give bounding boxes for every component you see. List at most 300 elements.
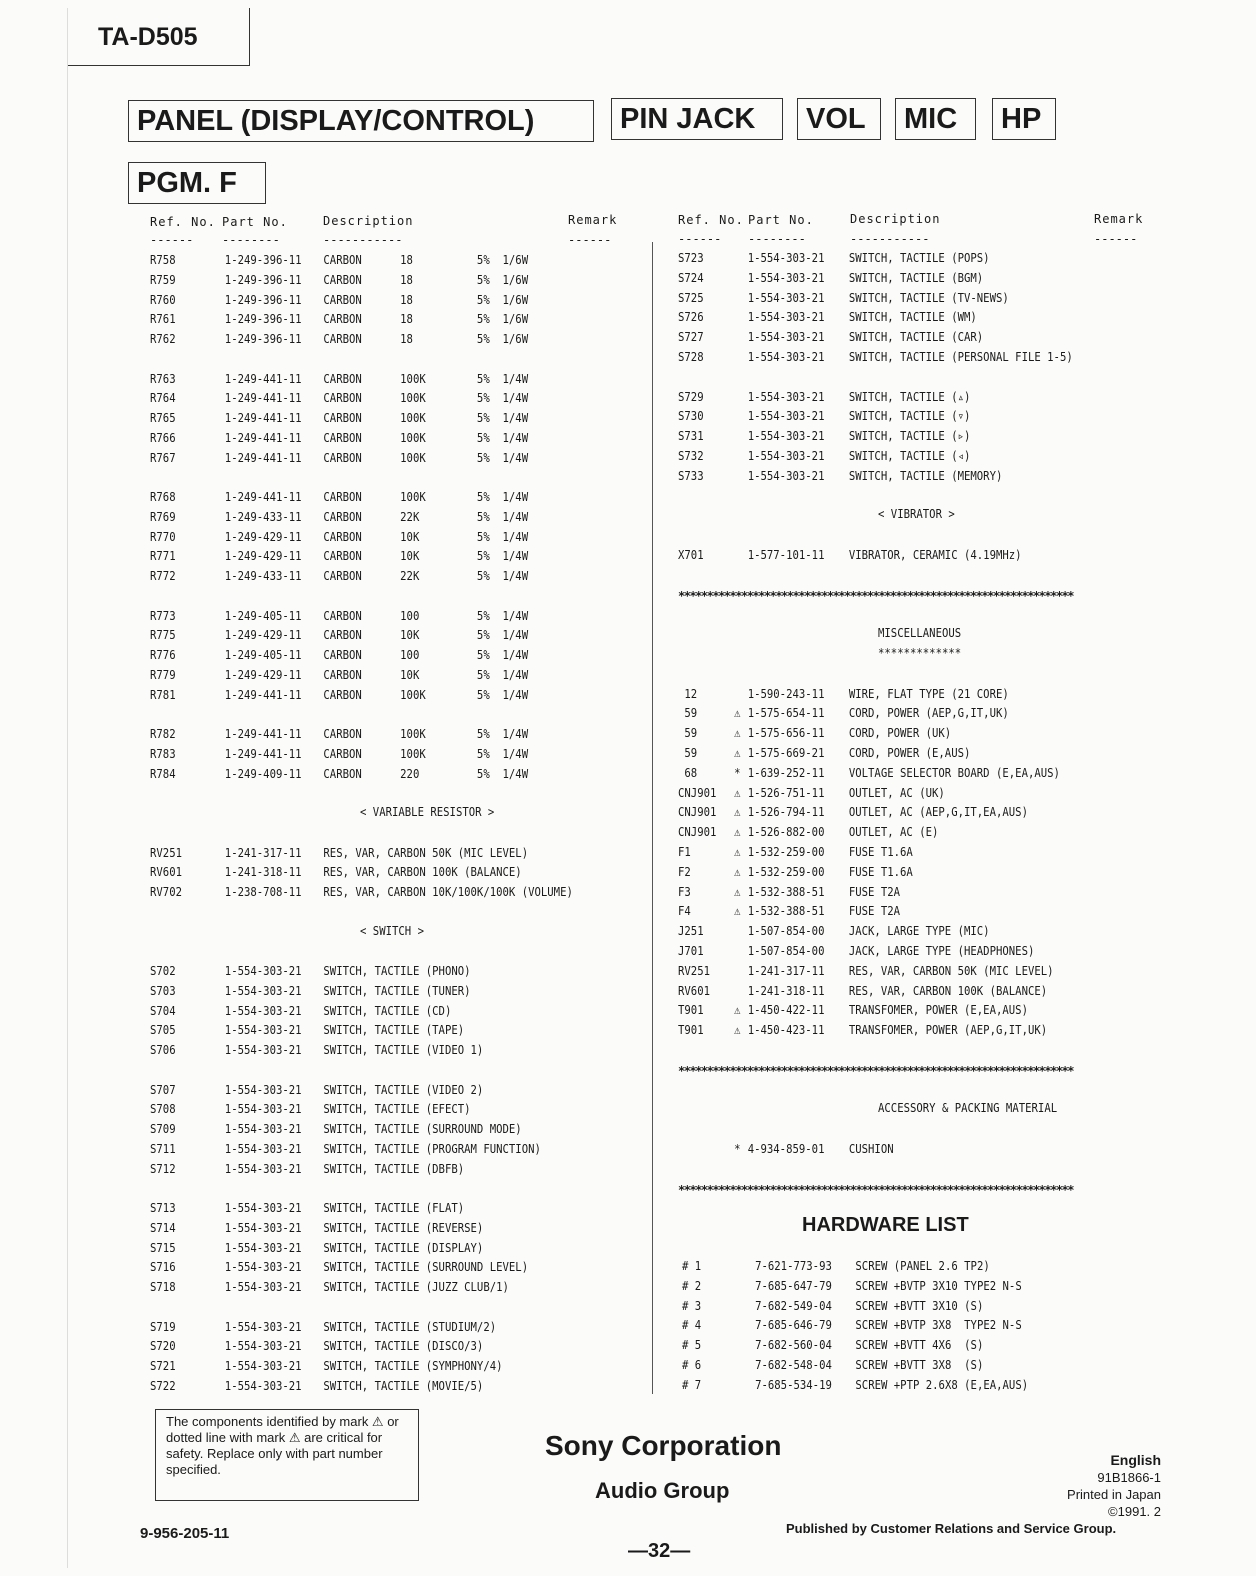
part-no: 7-685-647-79: [755, 1277, 832, 1293]
description: CARBON 10K 5% 1/4W: [323, 627, 529, 643]
part-no: 1-554-303-21: [224, 1279, 302, 1294]
ref-no: S713: [150, 1200, 176, 1215]
part-row: [150, 1357, 660, 1375]
header-ref: Ref. No.: [678, 213, 744, 227]
part-row: [150, 1100, 660, 1118]
description: SWITCH, TACTILE (JUZZ CLUB/1): [323, 1279, 509, 1294]
title-panel: PANEL (DISPLAY/CONTROL): [128, 100, 594, 142]
part-no: 1-577-101-11: [747, 547, 825, 562]
description: SWITCH, TACTILE (CD): [323, 1002, 452, 1018]
ref-no: # 6: [682, 1357, 702, 1372]
part-row: [150, 1337, 660, 1355]
description: RES, VAR, CARBON 100K (BALANCE): [848, 982, 1048, 998]
part-row: [678, 249, 1188, 267]
part-no: 1-554-303-21: [224, 1200, 302, 1215]
header-rule: -----------: [323, 233, 403, 247]
description: SWITCH, TACTILE (DBFB): [323, 1160, 465, 1176]
part-row: [678, 328, 1188, 346]
ref-no: # 1: [682, 1258, 702, 1273]
safety-mark: ⚠: [734, 725, 741, 741]
part-row: [150, 1021, 660, 1039]
header-remark: Remark: [1094, 212, 1144, 226]
description: FUSE T2A: [848, 903, 901, 919]
ref-no: # 5: [682, 1337, 702, 1353]
manual-code: 91B1866-1: [1097, 1470, 1161, 1485]
part-no: 1-554-303-21: [224, 1160, 302, 1176]
ref-no: S733: [678, 467, 704, 483]
part-row: [150, 1140, 660, 1158]
ref-no: R764: [150, 390, 176, 406]
part-no: 1-590-243-11: [747, 685, 825, 701]
part-no: 1-554-303-21: [224, 1358, 302, 1373]
part-no: 1-249-409-11: [224, 765, 302, 781]
description: SCREW +BVTT 3X10 (S): [855, 1297, 984, 1313]
ref-no: R766: [150, 429, 176, 445]
ref-no: S724: [678, 269, 704, 285]
part-row: [150, 547, 660, 565]
part-no: 1-575-654-11: [747, 705, 825, 721]
part-row: [678, 982, 1188, 1000]
ref-no: S730: [678, 408, 704, 424]
part-no: 1-554-303-21: [747, 349, 825, 364]
ref-no: S721: [150, 1358, 176, 1373]
description: SWITCH, TACTILE (◃): [848, 448, 971, 463]
ref-no: 59: [678, 725, 698, 741]
printed-in: Printed in Japan: [1067, 1487, 1161, 1502]
description: OUTLET, AC (E): [848, 824, 939, 840]
ref-no: R768: [150, 489, 176, 504]
publication-info: [1067, 1452, 1161, 1520]
part-no: 1-554-303-21: [747, 289, 825, 305]
ref-no: 12: [678, 685, 698, 701]
description: CARBON 18 5% 1/6W: [323, 311, 529, 327]
part-no: 1-526-794-11: [747, 804, 825, 820]
ref-no: RV251: [150, 844, 182, 860]
ref-no: R758: [150, 252, 176, 267]
part-row: [678, 407, 1188, 425]
part-row: [150, 330, 660, 348]
description: SCREW +PTP 2.6X8 (E,EA,AUS): [855, 1376, 1029, 1392]
part-row: [150, 1120, 660, 1138]
description: WIRE, FLAT TYPE (21 CORE): [848, 685, 1009, 701]
part-no: 1-249-396-11: [224, 291, 302, 307]
part-no: 1-554-303-21: [224, 1219, 302, 1235]
description: SWITCH, TACTILE (DISPLAY): [323, 1239, 484, 1255]
part-no: 1-249-429-11: [224, 666, 302, 682]
ref-no: S732: [678, 448, 704, 463]
ref-no: R769: [150, 508, 176, 524]
part-row: [678, 1140, 1188, 1158]
page-number: —32—: [628, 1540, 691, 1562]
part-row: [150, 1199, 660, 1217]
safety-mark: ⚠: [734, 903, 741, 919]
part-no: 1-526-882-00: [747, 824, 825, 840]
description: SWITCH, TACTILE (DISCO/3): [323, 1338, 484, 1354]
part-no: 1-639-252-11: [747, 764, 825, 780]
ref-no: S726: [678, 309, 704, 325]
part-no: 1-241-318-11: [747, 982, 825, 998]
ref-no: S715: [150, 1239, 176, 1255]
ref-no: 68: [678, 764, 698, 780]
ref-no: R767: [150, 449, 176, 465]
description: SCREW +BVTT 4X6 (S): [855, 1337, 984, 1353]
part-no: 1-249-429-11: [224, 627, 302, 643]
description: SWITCH, TACTILE (VIDEO 2): [323, 1081, 484, 1097]
ref-no: 59: [678, 745, 698, 760]
part-no: 1-554-303-21: [224, 1377, 302, 1393]
part-row: [678, 942, 1188, 960]
ref-no: S714: [150, 1219, 176, 1235]
part-row: [150, 1318, 660, 1336]
part-row: [150, 389, 660, 407]
description: CARBON 100K 5% 1/4W: [323, 745, 529, 761]
part-row: [678, 685, 1188, 703]
description: VIBRATOR, CERAMIC (4.19MHz): [848, 547, 1022, 562]
header-rule: ------: [1094, 232, 1138, 246]
part-no: 1-554-303-21: [224, 1042, 302, 1057]
part-row: [150, 1002, 660, 1020]
description: SWITCH, TACTILE (SYMPHONY/4): [323, 1358, 503, 1373]
safety-mark: ⚠: [734, 1022, 741, 1038]
ref-no: S727: [678, 329, 704, 345]
description: JACK, LARGE TYPE (MIC): [848, 923, 990, 939]
ref-no: F3: [678, 883, 691, 899]
description: SWITCH, TACTILE (PROGRAM FUNCTION): [323, 1140, 541, 1156]
ref-no: S719: [150, 1318, 176, 1334]
section-heading: < VARIABLE RESISTOR >: [360, 804, 495, 819]
description: SWITCH, TACTILE (CAR): [848, 329, 984, 345]
part-row: [678, 883, 1188, 901]
part-no: 1-241-317-11: [747, 962, 825, 978]
ref-no: CNJ901: [678, 784, 717, 800]
part-no: 1-249-441-11: [224, 686, 302, 702]
description: SWITCH, TACTILE (▹): [848, 428, 971, 444]
description: RES, VAR, CARBON 10K/100K/100K (VOLUME): [323, 884, 573, 899]
safety-mark: ⚠: [734, 863, 741, 879]
part-no: 1-249-441-11: [224, 410, 302, 425]
description: CARBON 100K 5% 1/4W: [323, 429, 529, 445]
ref-no: S725: [678, 289, 704, 305]
header-desc: Description: [850, 212, 941, 226]
part-no: 7-621-773-93: [755, 1258, 832, 1273]
part-row: [150, 844, 660, 862]
description: SWITCH, TACTILE (MOVIE/5): [323, 1377, 484, 1393]
description: SWITCH, TACTILE (TV-NEWS): [848, 289, 1009, 305]
description: SWITCH, TACTILE (STUDIUM/2): [323, 1318, 497, 1334]
description: TRANSFOMER, POWER (E,EA,AUS): [848, 1002, 1028, 1018]
part-no: 1-507-854-00: [747, 923, 825, 939]
part-no: 1-238-708-11: [224, 884, 302, 899]
description: SCREW +BVTT 3X8 (S): [855, 1357, 984, 1372]
ref-no: R783: [150, 745, 176, 761]
part-row: [682, 1277, 1192, 1295]
part-no: 1-554-303-21: [747, 448, 825, 463]
part-row: [150, 1377, 660, 1395]
ref-no: S731: [678, 428, 704, 444]
part-no: 1-249-441-11: [224, 449, 302, 465]
description: CARBON 100 5% 1/4W: [323, 647, 529, 662]
part-no: 1-249-405-11: [224, 647, 302, 662]
part-row: [150, 883, 660, 901]
part-row: [150, 765, 660, 783]
part-row: [678, 823, 1188, 841]
description: CARBON 10K 5% 1/4W: [323, 548, 529, 564]
part-no: 1-554-303-21: [224, 1002, 302, 1018]
part-no: 1-526-751-11: [747, 784, 825, 800]
part-row: [678, 269, 1188, 287]
ref-no: # 7: [682, 1376, 702, 1392]
ref-no: RV251: [678, 962, 710, 978]
description: OUTLET, AC (UK): [848, 784, 945, 800]
part-row: [150, 291, 660, 309]
description: SWITCH, TACTILE (▵): [848, 388, 971, 404]
part-row: [678, 308, 1188, 326]
part-no: 1-554-303-21: [224, 1259, 302, 1275]
part-no: 1-249-433-11: [224, 568, 302, 583]
title-pgm: PGM. F: [128, 162, 266, 204]
section-heading: < VIBRATOR >: [878, 506, 955, 522]
description: CARBON 18 5% 1/6W: [323, 331, 529, 346]
description: SWITCH, TACTILE (MEMORY): [848, 467, 1003, 483]
description: CARBON 100K 5% 1/4W: [323, 410, 529, 425]
description: CARBON 22K 5% 1/4W: [323, 568, 529, 583]
part-row: [150, 666, 660, 684]
ref-no: R776: [150, 647, 176, 662]
part-no: 1-554-303-21: [224, 1318, 302, 1334]
part-row: [682, 1336, 1192, 1354]
part-no: 1-554-303-21: [224, 1140, 302, 1156]
part-row: [150, 982, 660, 1000]
part-row: [150, 607, 660, 625]
ref-no: 59: [678, 705, 698, 721]
ref-no: CNJ901: [678, 804, 717, 820]
part-row: [682, 1376, 1192, 1394]
ref-no: R759: [150, 271, 176, 287]
header-ref: Ref. No.: [150, 215, 216, 229]
part-no: 4-934-859-01: [747, 1141, 825, 1156]
description: SCREW (PANEL 2.6 TP2): [855, 1258, 990, 1273]
part-row: [150, 528, 660, 546]
ref-no: RV601: [150, 864, 182, 880]
ref-no: R762: [150, 331, 176, 346]
part-row: [678, 764, 1188, 782]
part-no: 7-682-548-04: [755, 1357, 832, 1372]
title-hp: HP: [992, 98, 1056, 140]
part-no: 1-532-388-51: [747, 903, 825, 919]
part-no: 1-554-303-21: [224, 1239, 302, 1255]
ref-no: T901: [678, 1022, 704, 1038]
part-row: [150, 1239, 660, 1257]
safety-mark: ⚠: [734, 784, 741, 800]
safety-mark: ⚠: [734, 745, 741, 760]
description: JACK, LARGE TYPE (HEADPHONES): [848, 943, 1035, 958]
part-row: [678, 427, 1188, 445]
header-rule: ------: [568, 233, 612, 247]
ref-no: S718: [150, 1279, 176, 1294]
part-row: [678, 388, 1188, 406]
ref-no: S703: [150, 982, 176, 998]
part-no: 1-554-303-21: [224, 1338, 302, 1354]
header-part: Part No.: [222, 215, 288, 229]
description: VOLTAGE SELECTOR BOARD (E,EA,AUS): [848, 764, 1060, 780]
part-row: [150, 1160, 660, 1178]
part-row: [150, 626, 660, 644]
description: CORD, POWER (AEP,G,IT,UK): [848, 705, 1009, 721]
part-no: 1-554-303-21: [747, 250, 825, 265]
title-pin-jack: PIN JACK: [611, 98, 783, 140]
ref-no: S728: [678, 349, 704, 364]
published-by: Published by Customer Relations and Service Group.: [786, 1521, 1117, 1536]
part-no: 1-554-303-21: [747, 467, 825, 483]
part-row: [150, 725, 660, 743]
description: TRANSFOMER, POWER (AEP,G,IT,UK): [848, 1022, 1048, 1038]
part-row: [150, 1219, 660, 1237]
part-row: [150, 686, 660, 704]
ref-no: S709: [150, 1121, 176, 1136]
description: FUSE T1.6A: [848, 844, 913, 859]
section-heading: MISCELLANEOUS: [878, 625, 962, 641]
part-row: [150, 1258, 660, 1276]
part-row: [682, 1257, 1192, 1275]
part-row: [150, 488, 660, 506]
ref-no: R763: [150, 370, 176, 386]
part-row: [150, 567, 660, 585]
ref-no: R782: [150, 726, 176, 741]
part-no: 1-532-259-00: [747, 844, 825, 859]
part-row: [678, 962, 1188, 980]
document-number: 9-956-205-11: [140, 1525, 230, 1542]
description: FUSE T1.6A: [848, 863, 913, 879]
part-no: 1-554-303-21: [747, 269, 825, 285]
separator-stars: *********************************************************************: [678, 588, 1073, 603]
ref-no: R784: [150, 765, 176, 781]
model-tab: TA-D505: [68, 8, 250, 66]
ref-no: R779: [150, 666, 176, 682]
ref-no: T901: [678, 1002, 704, 1018]
ref-no: S704: [150, 1002, 176, 1018]
description: SWITCH, TACTILE (TUNER): [323, 982, 471, 998]
part-row: [150, 429, 660, 447]
part-row: [678, 843, 1188, 861]
part-no: 1-241-317-11: [224, 844, 302, 860]
ref-no: # 3: [682, 1297, 702, 1313]
part-no: 1-575-656-11: [747, 725, 825, 741]
description: CARBON 18 5% 1/6W: [323, 252, 529, 267]
part-row: [150, 310, 660, 328]
safety-mark: *: [734, 1141, 741, 1156]
ref-no: F4: [678, 903, 691, 919]
part-no: 1-532-388-51: [747, 883, 825, 899]
title-vol: VOL: [797, 98, 881, 140]
part-no: 1-249-405-11: [224, 607, 302, 623]
description: SWITCH, TACTILE (WM): [848, 309, 977, 325]
safety-mark: ⚠: [734, 824, 741, 840]
part-row: [678, 467, 1188, 485]
part-row: [150, 1278, 660, 1296]
ref-no: # 4: [682, 1317, 702, 1333]
ref-no: S705: [150, 1022, 176, 1038]
part-no: 1-554-303-21: [747, 309, 825, 325]
part-row: [678, 744, 1188, 762]
header-rule: --------: [748, 232, 806, 246]
safety-notice: The components identified by mark ⚠ or dotted line with mark ⚠ are critical for safety. Replace only with part number specified.: [155, 1409, 419, 1501]
ref-no: # 2: [682, 1277, 702, 1293]
header-rule: -----------: [850, 232, 930, 246]
description: CARBON 100K 5% 1/4W: [323, 726, 529, 741]
ref-no: S702: [150, 963, 176, 978]
part-row: [678, 289, 1188, 307]
ref-no: J251: [678, 923, 704, 939]
ref-no: S708: [150, 1101, 176, 1117]
ref-no: S706: [150, 1042, 176, 1057]
description: RES, VAR, CARBON 100K (BALANCE): [323, 864, 522, 880]
description: CARBON 100K 5% 1/4W: [323, 370, 529, 386]
header-remark: Remark: [568, 213, 618, 227]
part-no: 1-575-669-21: [747, 745, 825, 760]
part-row: [150, 1081, 660, 1099]
part-row: [150, 745, 660, 763]
part-no: 1-554-303-21: [747, 408, 825, 424]
ref-no: RV601: [678, 982, 710, 998]
part-no: 1-249-433-11: [224, 508, 302, 524]
part-no: 1-249-396-11: [224, 331, 302, 346]
ref-no: X701: [678, 547, 704, 562]
part-row: [678, 803, 1188, 821]
part-no: 1-450-423-11: [747, 1022, 825, 1038]
part-row: [150, 271, 660, 289]
part-no: 1-241-318-11: [224, 864, 302, 880]
part-row: [150, 370, 660, 388]
ref-no: R760: [150, 291, 176, 307]
description: OUTLET, AC (AEP,G,IT,EA,AUS): [848, 804, 1028, 820]
part-no: 1-554-303-21: [747, 428, 825, 444]
part-no: 1-249-441-11: [224, 489, 302, 504]
safety-mark: ⚠: [734, 705, 741, 721]
part-no: 1-554-303-21: [747, 388, 825, 404]
title-mic: MIC: [895, 98, 976, 140]
ref-no: R772: [150, 568, 176, 583]
safety-mark: *: [734, 764, 741, 780]
part-row: [678, 784, 1188, 802]
part-row: [678, 447, 1188, 465]
description: RES, VAR, CARBON 50K (MIC LEVEL): [323, 844, 529, 860]
language: English: [1110, 1452, 1161, 1468]
description: FUSE T2A: [848, 883, 901, 899]
part-no: 1-554-303-21: [224, 982, 302, 998]
part-no: 1-249-441-11: [224, 726, 302, 741]
ref-no: S722: [150, 1377, 176, 1393]
page-edge: [67, 8, 68, 1568]
description: SWITCH, TACTILE (TAPE): [323, 1022, 465, 1038]
ref-no: S707: [150, 1081, 176, 1097]
description: CORD, POWER (E,AUS): [848, 745, 971, 760]
description: CARBON 22K 5% 1/4W: [323, 508, 529, 524]
description: CORD, POWER (UK): [848, 725, 952, 741]
description: SWITCH, TACTILE (▿): [848, 408, 971, 424]
description: CARBON 10K 5% 1/4W: [323, 666, 529, 682]
part-no: 1-249-441-11: [224, 390, 302, 406]
part-row: [678, 1001, 1188, 1019]
part-no: 1-554-303-21: [224, 1121, 302, 1136]
ref-no: CNJ901: [678, 824, 717, 840]
header-part: Part No.: [748, 213, 814, 227]
ref-no: S729: [678, 388, 704, 404]
part-no: 1-249-429-11: [224, 548, 302, 564]
part-no: 1-249-441-11: [224, 429, 302, 445]
description: SWITCH, TACTILE (EFECT): [323, 1101, 471, 1117]
description: CARBON 18 5% 1/6W: [323, 291, 529, 307]
description: SWITCH, TACTILE (SURROUND LEVEL): [323, 1259, 529, 1275]
